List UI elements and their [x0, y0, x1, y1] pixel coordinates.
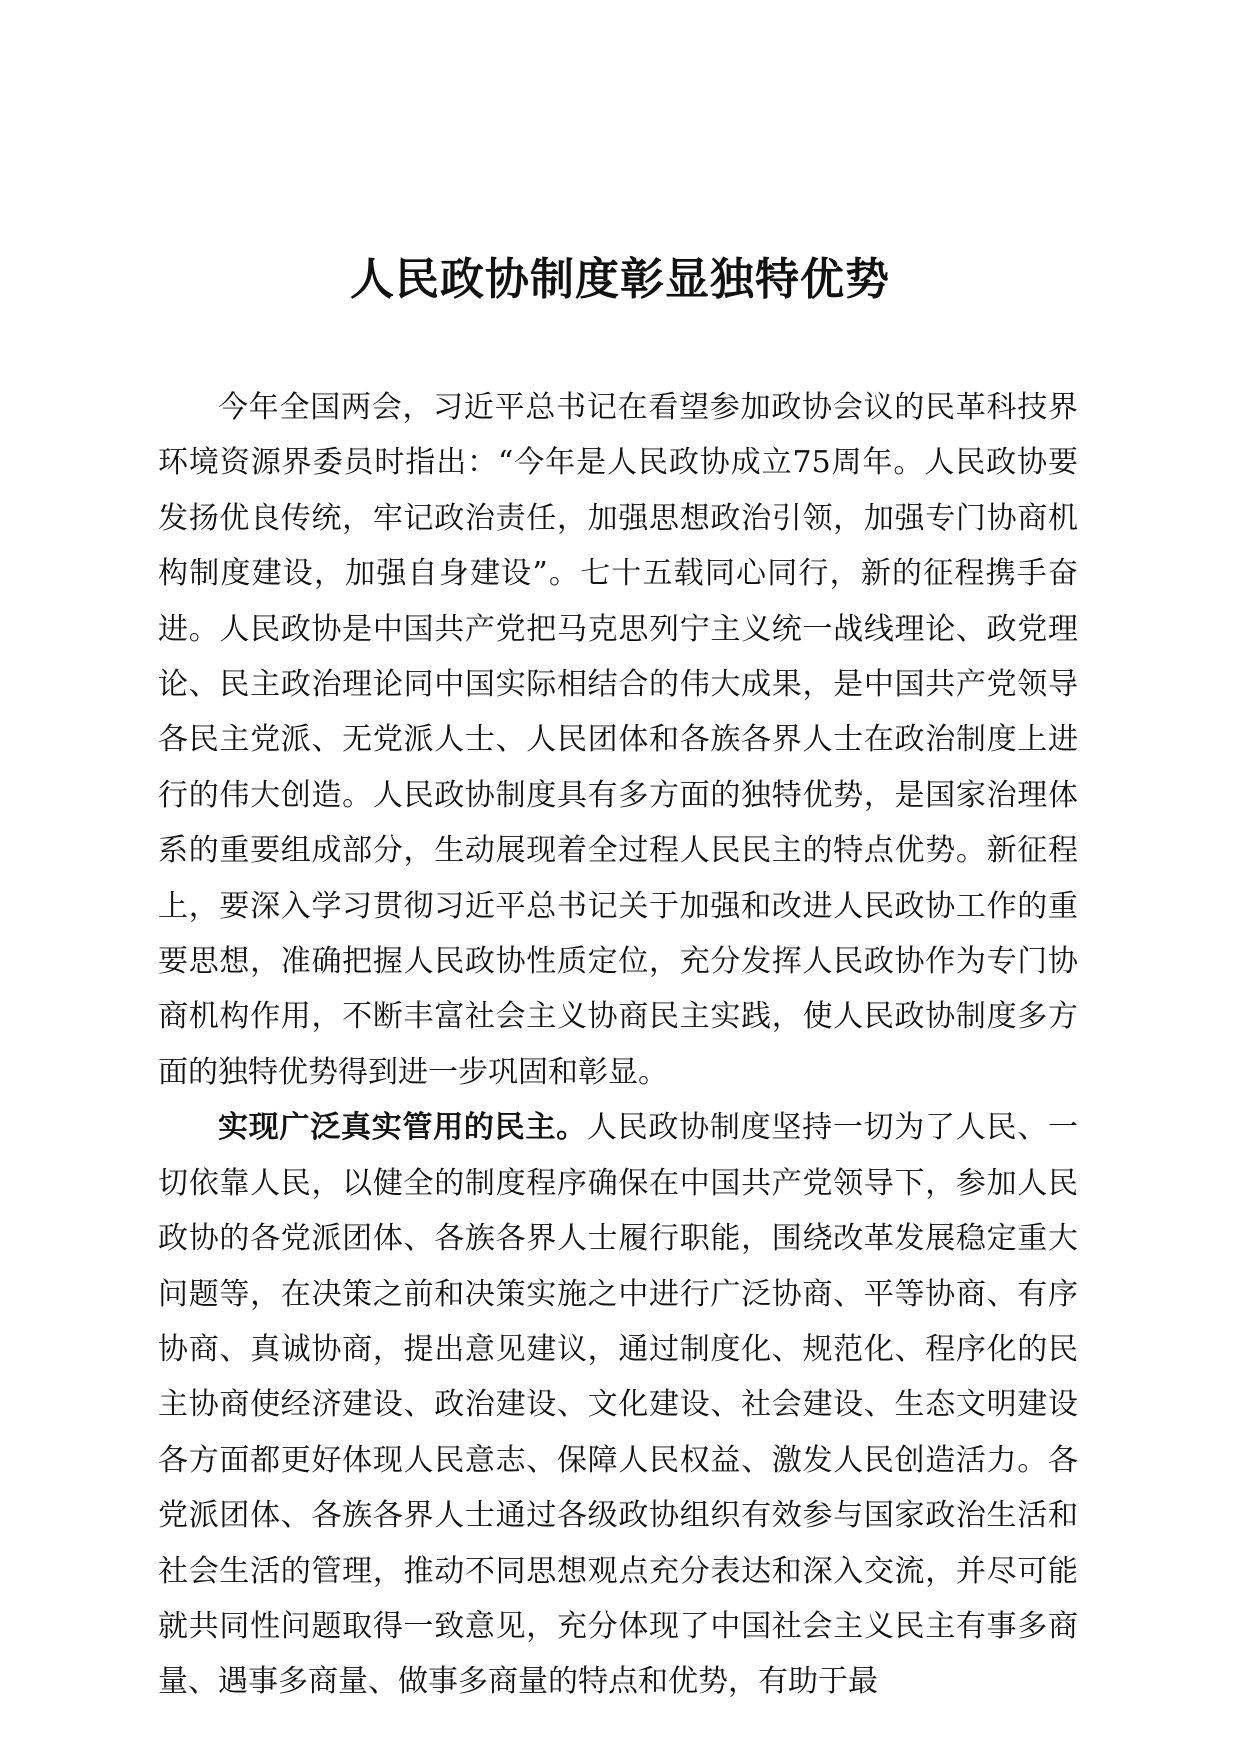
paragraph-democracy — [158, 1100, 1078, 1709]
paragraph-democracy-lead: 实现广泛真实管用的民主。 — [218, 1110, 587, 1146]
document-body — [158, 380, 1078, 1710]
paragraph-intro — [158, 380, 1078, 1100]
paragraph-democracy-text: 人民政协制度坚持一切为了人民、一切依靠人民，以健全的制度程序确保在中国共产党领导下，参加人民政协的各党派团体、各族各界人士履行职能，围绕改革发展稳定重大问题等，在决策之前和决策实施之中进行广泛协商、平等协商、有序协商、真诚协商，提出意见建议，通过制度化、规范化、程序化的民主协商使经济建设、政治建设、文化建设、社会建设、生态文明建设各方面都更好体现人民意志、保障人民权益、激发人民创造活力。各党派团体、各族各界人士通过各级政协组织有效参与国家政治生活和社会生活的管理，推动不同思想观点充分表达和深入交流，并尽可能就共同性问题取得一致意见，充分体现了中国社会主义民主有事多商量、遇事多商量、做事多商量的特点和优势，有助于最 — [158, 1110, 1079, 1700]
paragraph-intro-text: 今年全国两会，习近平总书记在看望参加政协会议的民革科技界环境资源界委员时指出：“今年是人民政协成立75周年。人民政协要发扬优良传统，牢记政治责任，加强思想政治引领，加强专门协商机构制度建设，加强自身建设”。七十五载同心同行，新的征程携手奋进。人民政协是中国共产党把马克思列宁主义统一战线理论、政党理论、民主政治理论同中国实际相结合的伟大成果，是中国共产党领导各民主党派、无党派人士、人民团体和各族各界人士在政治制度上进行的伟大创造。人民政协制度具有多方面的独特优势，是国家治理体系的重要组成部分，生动展现着全过程人民民主的特点优势。新征程上，要深入学习贯彻习近平总书记关于加强和改进人民政协工作的重要思想，准确把握人民政协性质定位，充分发挥人民政协作为专门协商机构作用，不断丰富社会主义协商民主实践，使人民政协制度多方面的独特优势得到进一步巩固和彰显。 — [158, 390, 1078, 1090]
document-title: 人民政协制度彰显独特优势 — [350, 254, 890, 305]
